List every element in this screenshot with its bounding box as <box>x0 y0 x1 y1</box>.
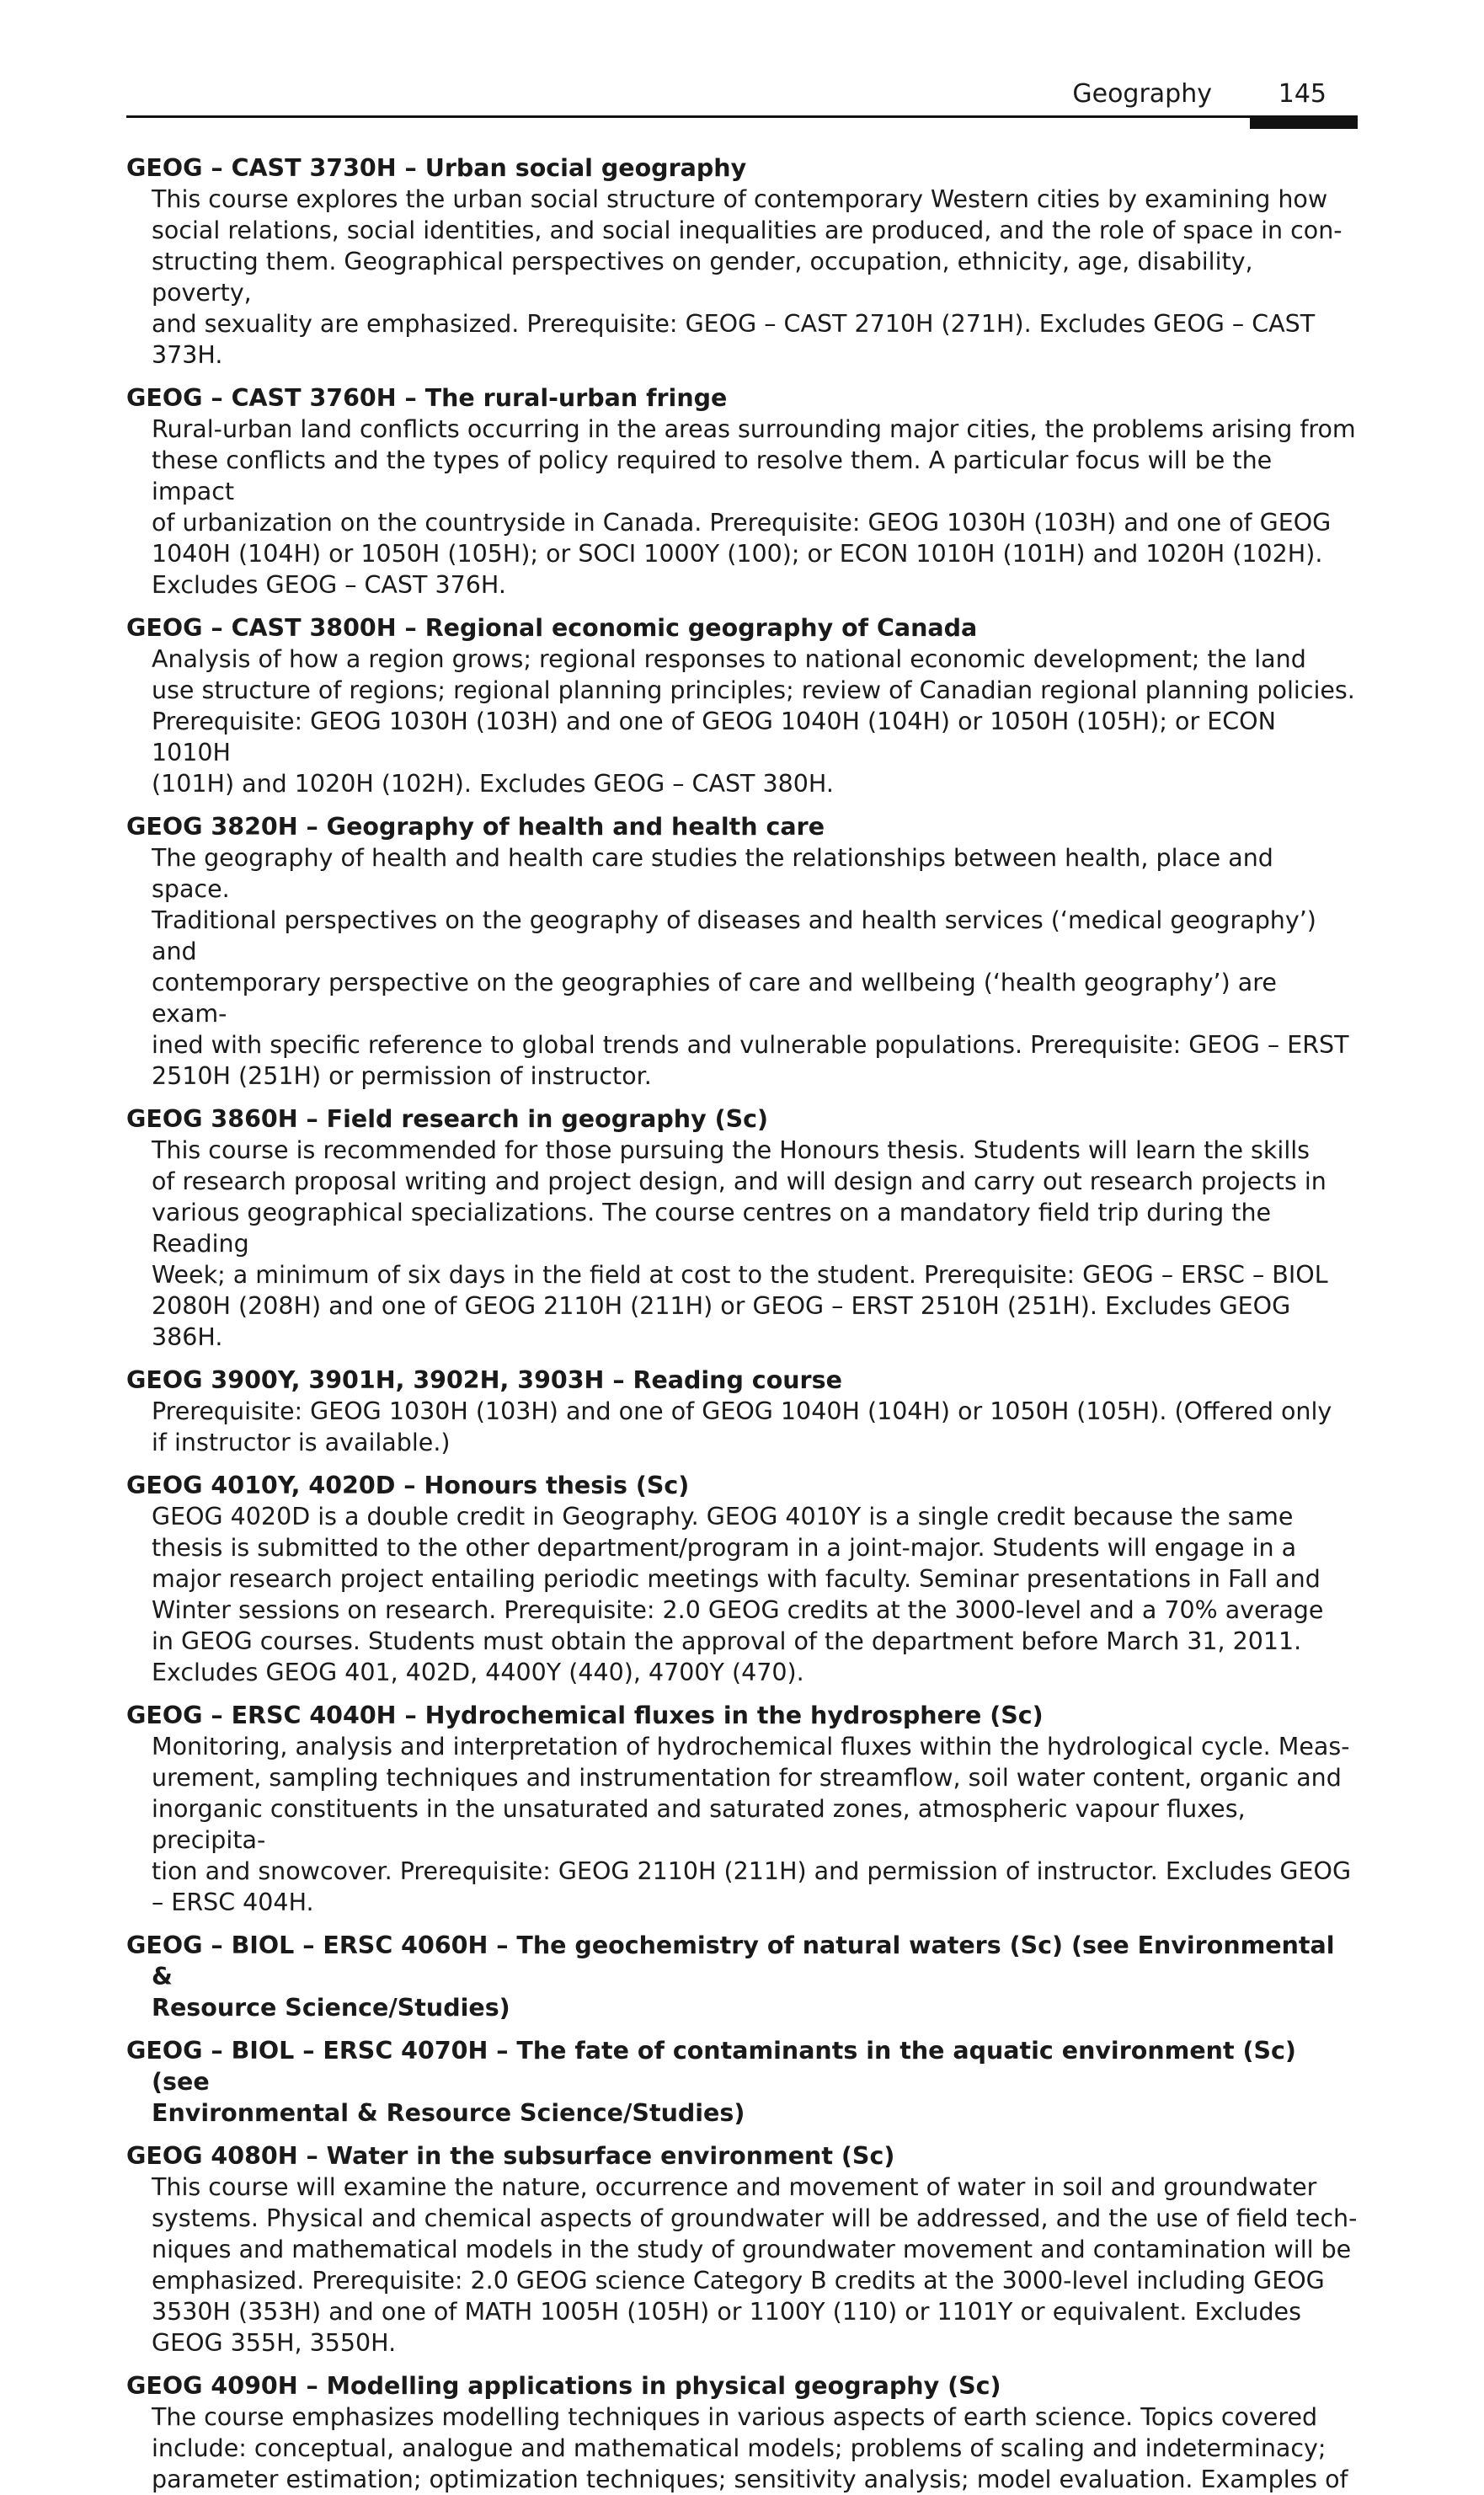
course-title: GEOG – CAST 3800H – Regional economic geography of Canada <box>126 614 978 642</box>
course-description: The geography of health and health care studies the relationships between health, place and space. Traditional perspectives on the geography of diseases and health services (‘medical geography’) and contemporary perspective on the geographies of care and wellbeing (‘health geography’) are exam- ined with specific reference to global trends and vulnerable populations. Prerequisite: GEOG – ERST 2510H (251H) or permission of instructor. <box>152 844 1349 1090</box>
course-entry <box>126 1700 1358 1918</box>
course-description: Monitoring, analysis and interpretation of hydrochemical fluxes within the hydrological cycle. Meas- urement, sampling techniques and instrumentation for streamflow, soil water content, organic and inorganic constituents in the unsaturated and saturated zones, atmospheric vapour fluxes, precipita- tion and snowcover. Prerequisite: GEOG 2110H (211H) and permission of instructor. Excludes GEOG – ERSC 404H. <box>152 1733 1352 1916</box>
course-description: Rural-urban land conflicts occurring in the areas surrounding major cities, the problems arising from these conflicts and the types of policy required to resolve them. A particular focus will be the impact of urbanization on the countryside in Canada. Prerequisite: GEOG 1030H (103H) and one of GEOG 1040H (104H) or 1050H (105H); or SOCI 1000Y (100); or ECON 1010H (101H) and 1020H (102H). Excludes GEOG – CAST 376H. <box>152 415 1356 599</box>
course-listing <box>126 152 1358 2493</box>
page-header <box>126 76 1358 118</box>
course-title: GEOG 3900Y, 3901H, 3902H, 3903H – Reading course <box>126 1366 842 1394</box>
header-rule <box>126 115 1358 118</box>
course-entry <box>126 1930 1358 2023</box>
page-number: 145 <box>1278 79 1327 109</box>
course-title: GEOG – CAST 3730H – Urban social geography <box>126 154 747 182</box>
course-entry <box>126 1103 1358 1353</box>
course-entry <box>126 152 1358 371</box>
course-title: GEOG – BIOL – ERSC 4070H – The fate of contaminants in the aquatic environment (Sc) (see Environmental & Resource Science/Studies) <box>126 2037 1296 2127</box>
course-description: Analysis of how a region grows; regional responses to national economic development; the land use structure of regions; regional planning principles; review of Canadian regional planning policies. Prerequisite: GEOG 1030H (103H) and one of GEOG 1040H (104H) or 1050H (105H); or ECON 1010H (101H) and 1020H (102H). Excludes GEOG – CAST 380H. <box>152 645 1355 798</box>
course-entry <box>126 1365 1358 1458</box>
course-title: GEOG – ERSC 4040H – Hydrochemical fluxes in the hydrosphere (Sc) <box>126 1702 1044 1729</box>
course-entry <box>126 2035 1358 2129</box>
course-title: GEOG 3820H – Geography of health and health care <box>126 813 825 841</box>
course-description: This course will examine the nature, occurrence and movement of water in soil and groundwater systems. Physical and chemical aspects of groundwater will be addressed, and the use of field tech- niques and mathematical models in the study of groundwater movement and contamination will be emphasized. Prerequisite: 2.0 GEOG science Category B credits at the 3000-level including GEOG 3530H (353H) and one of MATH 1005H (105H) or 1100Y (110) or 1101Y or equivalent. Excludes GEOG 355H, 3550H. <box>152 2173 1358 2357</box>
course-title: GEOG – BIOL – ERSC 4060H – The geochemistry of natural waters (Sc) (see Environmental & Resource Science/Studies) <box>126 1931 1335 2022</box>
course-description: GEOG 4020D is a double credit in Geography. GEOG 4010Y is a single credit because the same thesis is submitted to the other department/program in a joint-major. Students will engage in a major research project entailing periodic meetings with faculty. Seminar presentations in Fall and Winter sessions on research. Prerequisite: 2.0 GEOG credits at the 3000-level and a 70% average in GEOG courses. Students must obtain the approval of the department before March 31, 2011. Excludes GEOG 401, 402D, 4400Y (440), 4700Y (470). <box>152 1503 1324 1686</box>
course-entry <box>126 2140 1358 2359</box>
course-title: GEOG 4080H – Water in the subsurface environment (Sc) <box>126 2142 895 2170</box>
course-entry <box>126 612 1358 799</box>
course-entry <box>126 382 1358 601</box>
course-entry <box>126 1470 1358 1688</box>
course-description: The course emphasizes modelling techniques in various aspects of earth science. Topics covered include: conceptual, analogue and mathematical models; problems of scaling and indeterminacy; parameter estimation; optimization techniques; sensitivity analysis; model evaluation. Examples of <box>152 2403 1348 2493</box>
course-title: GEOG 3860H – Field research in geography (Sc) <box>126 1105 769 1133</box>
course-description: Prerequisite: GEOG 1030H (103H) and one of GEOG 1040H (104H) or 1050H (105H). (Offered only if instructor is available.) <box>152 1397 1332 1456</box>
course-title: GEOG – CAST 3760H – The rural-urban fringe <box>126 384 728 412</box>
running-head-section: Geography <box>1072 79 1212 109</box>
course-entry <box>126 811 1358 1092</box>
course-entry <box>126 2370 1358 2495</box>
course-description: This course is recommended for those pursuing the Honours thesis. Students will learn the skills of research proposal writing and project design, and will design and carry out research projects in various geographical specializations. The course centres on a mandatory field trip during the Reading Week; a minimum of six days in the field at cost to the student. Prerequisite: GEOG – ERSC – BIOL 2080H (208H) and one of GEOG 2110H (211H) or GEOG – ERST 2510H (251H). Excludes GEOG 386H. <box>152 1136 1328 1351</box>
course-title: GEOG 4010Y, 4020D – Honours thesis (Sc) <box>126 1472 690 1499</box>
header-tab-marker <box>1250 118 1358 129</box>
course-title: GEOG 4090H – Modelling applications in physical geography (Sc) <box>126 2372 1001 2400</box>
course-description: This course explores the urban social structure of contemporary Western cities by examining how social relations, social identities, and social inequalities are produced, and the role of space in con- structing them. Geographical perspectives on gender, occupation, ethnicity, age, disability, poverty, and sexuality are emphasized. Prerequisite: GEOG – CAST 2710H (271H). Excludes GEOG – CAST 373H. <box>152 185 1343 369</box>
